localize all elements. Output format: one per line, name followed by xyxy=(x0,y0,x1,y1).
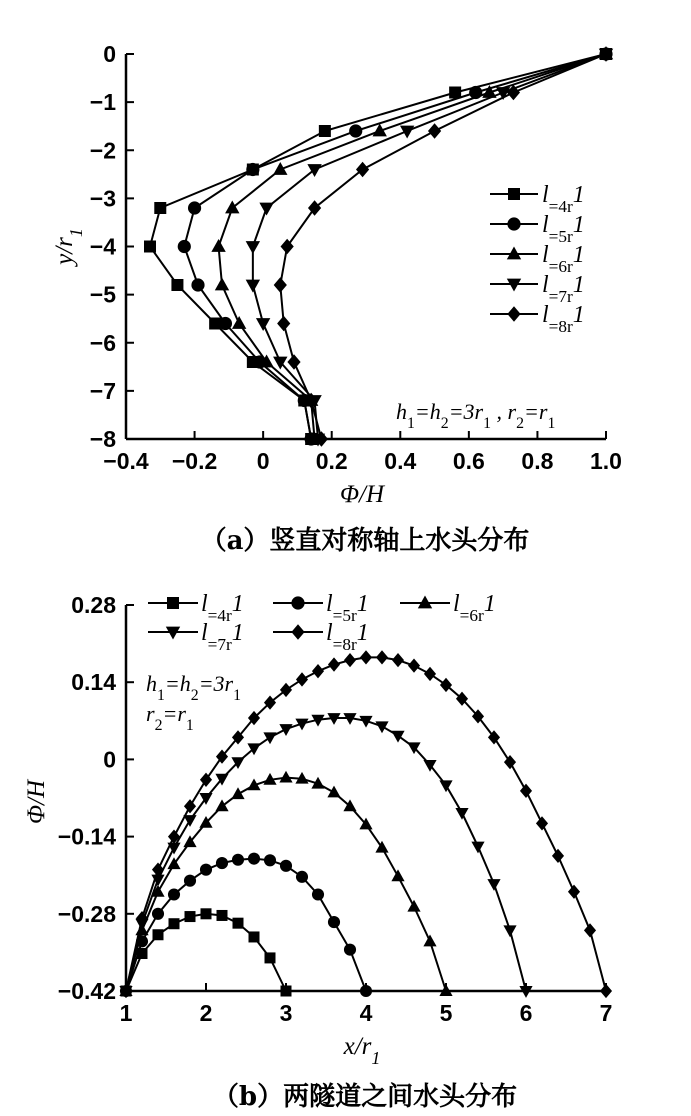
circle-marker xyxy=(191,278,204,291)
legend xyxy=(490,182,585,336)
parameter-annotation: $r_2=r_1$ xyxy=(146,701,194,734)
circle-marker xyxy=(178,240,191,253)
caption-a: （a）竖直对称轴上水头分布 xyxy=(200,526,530,556)
circle-marker xyxy=(168,888,180,900)
square-marker xyxy=(233,918,244,929)
legend-label: $l_{=8r}1$ xyxy=(326,620,369,654)
diamond-marker xyxy=(360,650,372,664)
circle-marker xyxy=(232,854,244,866)
legend-entry xyxy=(273,620,369,654)
chart-a xyxy=(51,41,622,556)
triangle-up-marker xyxy=(279,771,292,783)
triangle-down-marker xyxy=(503,925,516,937)
circle-marker xyxy=(188,201,201,214)
x-tick-label: 0.8 xyxy=(521,448,554,474)
triangle-up-marker xyxy=(507,247,521,260)
triangle-down-marker xyxy=(246,241,260,254)
legend-entry xyxy=(490,272,585,306)
y-tick-label: −8 xyxy=(89,426,116,452)
circle-marker xyxy=(219,317,232,330)
diamond-marker xyxy=(536,816,548,830)
legend-label: $l_{=8r}1$ xyxy=(542,302,585,336)
triangle-down-marker xyxy=(263,732,276,744)
y-tick-label: 0.14 xyxy=(71,669,116,696)
square-marker xyxy=(171,279,183,291)
triangle-down-marker xyxy=(307,164,321,177)
diamond-marker xyxy=(344,653,356,667)
diamond-marker xyxy=(408,659,420,673)
x-axis-label: $x/r_1$ xyxy=(343,1033,381,1068)
diamond-marker xyxy=(184,799,196,813)
series-4 xyxy=(274,46,613,447)
circle-marker xyxy=(246,163,259,176)
legend-entry xyxy=(490,242,585,276)
diamond-marker xyxy=(600,984,612,998)
y-tick-label: 0 xyxy=(103,41,116,67)
circle-marker xyxy=(312,888,324,900)
y-tick-label: −4 xyxy=(89,233,116,260)
triangle-up-marker xyxy=(225,201,239,214)
legend-entry xyxy=(148,591,244,625)
parameter-annotation: $h_1=h_2=3r_1$ xyxy=(146,671,242,704)
legend-label: $l_{=7r}1$ xyxy=(542,272,585,306)
diamond-marker xyxy=(428,123,441,139)
triangle-down-marker xyxy=(166,627,180,640)
y-axis-label: Φ/H xyxy=(23,779,50,825)
square-marker xyxy=(217,910,228,921)
triangle-up-marker xyxy=(231,787,244,799)
triangle-down-marker xyxy=(471,842,484,854)
diamond-marker xyxy=(376,650,388,664)
x-tick-label: 0.4 xyxy=(384,448,417,474)
y-axis-label-text: $y/r_1$ xyxy=(51,228,86,265)
circle-marker xyxy=(152,908,164,920)
square-marker xyxy=(281,986,292,997)
x-tick-label: 2 xyxy=(199,1000,213,1026)
series-line xyxy=(280,54,606,439)
y-tick-label: −7 xyxy=(89,377,116,404)
diamond-marker xyxy=(280,683,292,697)
legend-label: $l_{=7r}1$ xyxy=(201,620,244,654)
diamond-marker xyxy=(552,849,564,863)
diamond-marker xyxy=(584,923,596,937)
series-line xyxy=(126,914,286,991)
x-tick-label: 0 xyxy=(256,448,270,474)
x-tick-label: −0.2 xyxy=(171,448,218,474)
square-marker xyxy=(265,952,276,963)
x-tick-label: 0.6 xyxy=(452,448,485,474)
series-line xyxy=(126,718,526,991)
diamond-marker xyxy=(296,672,308,686)
circle-marker xyxy=(349,124,362,137)
circle-marker xyxy=(280,860,292,872)
diamond-marker xyxy=(424,667,436,681)
chart-b xyxy=(23,591,612,1112)
triangle-up-marker xyxy=(423,934,436,946)
y-axis-label xyxy=(51,228,86,268)
square-marker xyxy=(169,918,180,929)
diamond-marker xyxy=(291,624,304,640)
circle-marker xyxy=(507,217,520,230)
diamond-marker xyxy=(287,354,300,370)
triangle-up-marker xyxy=(418,596,432,609)
diamond-marker xyxy=(312,664,324,678)
x-tick-label: 1 xyxy=(119,1000,133,1026)
triangle-down-marker xyxy=(391,731,404,743)
triangle-down-marker xyxy=(375,721,388,733)
circle-marker xyxy=(328,916,340,928)
square-marker xyxy=(185,911,196,922)
diamond-marker xyxy=(520,784,532,798)
triangle-down-marker xyxy=(246,280,260,293)
x-tick-label: 3 xyxy=(279,1000,293,1026)
square-marker xyxy=(167,597,179,609)
triangle-up-marker xyxy=(327,786,340,798)
square-marker xyxy=(144,241,156,253)
triangle-up-marker xyxy=(407,900,420,912)
triangle-up-marker xyxy=(215,278,229,291)
diamond-marker xyxy=(277,316,290,332)
series-line xyxy=(253,54,606,439)
square-marker xyxy=(319,125,331,137)
y-tick-label: −1 xyxy=(89,89,116,116)
triangle-down-marker xyxy=(455,808,468,820)
circle-marker xyxy=(184,875,196,887)
diamond-marker xyxy=(274,277,287,293)
y-tick-label: −0.42 xyxy=(57,978,116,1004)
square-marker xyxy=(449,87,461,99)
square-marker xyxy=(154,202,166,214)
circle-marker xyxy=(296,871,308,883)
x-tick-label: 6 xyxy=(519,1000,533,1026)
circle-marker xyxy=(291,596,304,609)
x-tick-label: 4 xyxy=(359,1000,373,1026)
square-marker xyxy=(508,188,520,200)
diamond-marker xyxy=(440,678,452,692)
legend xyxy=(148,591,496,654)
legend-entry xyxy=(273,591,369,625)
y-tick-label: −5 xyxy=(89,281,116,308)
diamond-marker xyxy=(507,306,520,322)
diamond-marker xyxy=(392,653,404,667)
triangle-up-marker xyxy=(391,869,404,881)
triangle-up-marker xyxy=(232,316,246,329)
legend-entry xyxy=(490,302,585,336)
triangle-up-marker xyxy=(215,799,228,811)
triangle-down-marker xyxy=(487,879,500,891)
y-tick-label: 0.28 xyxy=(71,592,116,618)
square-marker xyxy=(153,929,164,940)
y-tick-label: −6 xyxy=(89,329,116,356)
x-tick-label: 7 xyxy=(599,1000,613,1026)
triangle-down-marker xyxy=(439,780,452,792)
y-tick-label: −3 xyxy=(89,185,116,212)
legend-entry xyxy=(400,591,496,625)
diamond-marker xyxy=(328,657,340,671)
x-tick-label: 0.2 xyxy=(315,448,348,474)
x-axis-label: Φ/H xyxy=(339,481,385,508)
legend-label: $l_{=6r}1$ xyxy=(542,242,585,276)
square-marker xyxy=(249,931,260,942)
legend-entry xyxy=(148,620,244,654)
triangle-down-marker xyxy=(279,724,292,736)
legend-label: $l_{=4r}1$ xyxy=(201,591,244,625)
circle-marker xyxy=(360,985,372,997)
y-tick-label: 0 xyxy=(103,746,116,773)
legend-label: $l_{=4r}1$ xyxy=(542,182,585,216)
series-line xyxy=(126,778,446,991)
legend-label: $l_{=5r}1$ xyxy=(542,212,585,246)
circle-marker xyxy=(264,854,276,866)
x-tick-label: 1.0 xyxy=(590,448,622,474)
diamond-marker xyxy=(356,162,369,178)
circle-marker xyxy=(216,857,228,869)
legend-entry xyxy=(490,212,585,246)
parameter-annotation: $h_1=h_2=3r_1$ , $r_2=r_1$ xyxy=(396,399,556,432)
legend-label: $l_{=6r}1$ xyxy=(453,591,496,625)
y-tick-label: −2 xyxy=(89,137,116,164)
triangle-down-marker xyxy=(507,279,521,292)
diamond-marker xyxy=(568,885,580,899)
x-tick-label: −0.4 xyxy=(103,448,149,474)
square-marker xyxy=(201,908,212,919)
triangle-down-marker xyxy=(259,203,273,216)
legend-entry xyxy=(490,182,585,216)
y-tick-label: −0.14 xyxy=(57,823,116,850)
circle-marker xyxy=(200,864,212,876)
circle-marker xyxy=(344,944,356,956)
caption-b: （b）两隧道之间水头分布 xyxy=(212,1082,518,1112)
triangle-down-marker xyxy=(256,318,270,331)
y-tick-label: −0.28 xyxy=(57,900,116,927)
triangle-up-marker xyxy=(211,239,225,252)
circle-marker xyxy=(248,853,260,865)
series-2 xyxy=(119,771,452,996)
x-tick-label: 5 xyxy=(439,1000,453,1026)
legend-label: $l_{=5r}1$ xyxy=(326,591,369,625)
